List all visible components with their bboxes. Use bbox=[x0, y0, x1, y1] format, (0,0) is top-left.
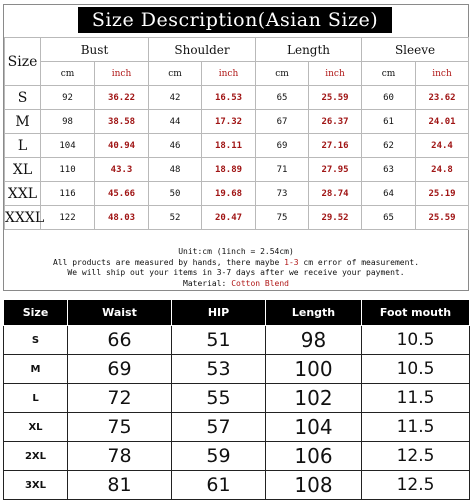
length-cell: 102 bbox=[266, 384, 362, 413]
bust-header: Bust bbox=[41, 38, 149, 62]
length-inch-cell: 29.52 bbox=[309, 206, 362, 230]
foot-mouth-cell: 12.5 bbox=[362, 442, 470, 471]
unit-inch: inch bbox=[95, 62, 149, 86]
sleeve-header: Sleeve bbox=[362, 38, 469, 62]
foot-mouth-cell: 11.5 bbox=[362, 384, 470, 413]
sleeve-inch-cell: 25.59 bbox=[416, 206, 469, 230]
shoulder-inch-cell: 18.89 bbox=[202, 158, 256, 182]
shoulder-inch-cell: 17.32 bbox=[202, 110, 256, 134]
foot-mouth-cell: 11.5 bbox=[362, 413, 470, 442]
waist-cell: 78 bbox=[68, 442, 172, 471]
waist-cell: 72 bbox=[68, 384, 172, 413]
table-row bbox=[4, 384, 470, 413]
hip-cell: 59 bbox=[172, 442, 266, 471]
hip-cell: 57 bbox=[172, 413, 266, 442]
measurement-notes bbox=[4, 247, 468, 289]
shoulder-inch-cell: 19.68 bbox=[202, 182, 256, 206]
length-cm-cell: 75 bbox=[256, 206, 309, 230]
table-row bbox=[4, 442, 470, 471]
size-header: Size bbox=[4, 300, 68, 326]
length-inch-cell: 26.37 bbox=[309, 110, 362, 134]
pants-size-chart bbox=[3, 299, 469, 500]
length-cm-cell: 71 bbox=[256, 158, 309, 182]
size-cell: 2XL bbox=[4, 442, 68, 471]
sleeve-cm-cell: 63 bbox=[362, 158, 416, 182]
length-inch-cell: 28.74 bbox=[309, 182, 362, 206]
sleeve-cm-cell: 64 bbox=[362, 182, 416, 206]
length-inch-cell: 27.16 bbox=[309, 134, 362, 158]
shoulder-inch-cell: 20.47 bbox=[202, 206, 256, 230]
bust-cm-cell: 92 bbox=[41, 86, 95, 110]
table-row bbox=[4, 471, 470, 500]
shoulder-cm-cell: 52 bbox=[149, 206, 202, 230]
table-row bbox=[5, 86, 469, 110]
material-note: Material: Cotton Blend bbox=[183, 278, 289, 288]
length-cm-cell: 69 bbox=[256, 134, 309, 158]
foot-mouth-cell: 12.5 bbox=[362, 471, 470, 500]
length-cell: 106 bbox=[266, 442, 362, 471]
sleeve-cm-cell: 62 bbox=[362, 134, 416, 158]
sleeve-inch-cell: 24.01 bbox=[416, 110, 469, 134]
size-label: M bbox=[5, 110, 41, 134]
size-label: XL bbox=[5, 158, 41, 182]
hip-cell: 51 bbox=[172, 326, 266, 355]
bust-inch-cell: 48.03 bbox=[95, 206, 149, 230]
shoulder-cm-cell: 42 bbox=[149, 86, 202, 110]
length-cm-cell: 65 bbox=[256, 86, 309, 110]
shoulder-cm-cell: 50 bbox=[149, 182, 202, 206]
hip-cell: 53 bbox=[172, 355, 266, 384]
sleeve-inch-cell: 24.8 bbox=[416, 158, 469, 182]
length-cm-cell: 73 bbox=[256, 182, 309, 206]
table-row bbox=[5, 206, 469, 230]
pants-size-table bbox=[3, 299, 470, 500]
bust-inch-cell: 45.66 bbox=[95, 182, 149, 206]
unit-note: Unit:cm (1inch = 2.54cm) bbox=[178, 247, 294, 256]
size-cell: L bbox=[4, 384, 68, 413]
sleeve-cm-cell: 61 bbox=[362, 110, 416, 134]
shoulder-inch-cell: 18.11 bbox=[202, 134, 256, 158]
length-cell: 100 bbox=[266, 355, 362, 384]
size-cell: 3XL bbox=[4, 471, 68, 500]
sleeve-inch-cell: 24.4 bbox=[416, 134, 469, 158]
table-row bbox=[5, 134, 469, 158]
size-cell: M bbox=[4, 355, 68, 384]
size-table bbox=[4, 37, 469, 230]
shoulder-header: Shoulder bbox=[149, 38, 256, 62]
shoulder-cm-cell: 46 bbox=[149, 134, 202, 158]
waist-header: Waist bbox=[68, 300, 172, 326]
unit-inch: inch bbox=[309, 62, 362, 86]
foot-mouth-cell: 10.5 bbox=[362, 355, 470, 384]
bust-inch-cell: 36.22 bbox=[95, 86, 149, 110]
size-label: S bbox=[5, 86, 41, 110]
size-label: L bbox=[5, 134, 41, 158]
table-row bbox=[5, 182, 469, 206]
length-inch-cell: 25.59 bbox=[309, 86, 362, 110]
size-label: XXL bbox=[5, 182, 41, 206]
bust-inch-cell: 38.58 bbox=[95, 110, 149, 134]
unit-cm: cm bbox=[149, 62, 202, 86]
length-cm-cell: 67 bbox=[256, 110, 309, 134]
hip-cell: 55 bbox=[172, 384, 266, 413]
bust-inch-cell: 40.94 bbox=[95, 134, 149, 158]
length-cell: 98 bbox=[266, 326, 362, 355]
unit-cm: cm bbox=[362, 62, 416, 86]
shipping-note: We will ship out your items in 3-7 days after we receive your payment. bbox=[67, 268, 405, 277]
hip-header: HIP bbox=[172, 300, 266, 326]
sleeve-cm-cell: 65 bbox=[362, 206, 416, 230]
shoulder-cm-cell: 44 bbox=[149, 110, 202, 134]
table-row bbox=[5, 110, 469, 134]
length-cell: 104 bbox=[266, 413, 362, 442]
unit-cm: cm bbox=[41, 62, 95, 86]
length-header: Length bbox=[256, 38, 362, 62]
foot-mouth-cell: 10.5 bbox=[362, 326, 470, 355]
size-cell: XL bbox=[4, 413, 68, 442]
bust-cm-cell: 122 bbox=[41, 206, 95, 230]
size-description-chart bbox=[3, 4, 469, 291]
bust-cm-cell: 104 bbox=[41, 134, 95, 158]
length-inch-cell: 27.95 bbox=[309, 158, 362, 182]
bust-cm-cell: 98 bbox=[41, 110, 95, 134]
size-label: XXXL bbox=[5, 206, 41, 230]
unit-cm: cm bbox=[256, 62, 309, 86]
material-value: Cotton Blend bbox=[231, 278, 289, 288]
unit-inch: inch bbox=[416, 62, 469, 86]
waist-cell: 69 bbox=[68, 355, 172, 384]
size-column-header: Size bbox=[5, 38, 41, 86]
table-row bbox=[4, 413, 470, 442]
chart-title: Size Description(Asian Size) bbox=[78, 7, 392, 33]
hip-cell: 61 bbox=[172, 471, 266, 500]
bust-cm-cell: 110 bbox=[41, 158, 95, 182]
sleeve-cm-cell: 60 bbox=[362, 86, 416, 110]
error-range: 1-3 bbox=[284, 257, 299, 267]
length-header: Length bbox=[266, 300, 362, 326]
waist-cell: 81 bbox=[68, 471, 172, 500]
shoulder-cm-cell: 48 bbox=[149, 158, 202, 182]
foot-mouth-header: Foot mouth bbox=[362, 300, 470, 326]
bust-inch-cell: 43.3 bbox=[95, 158, 149, 182]
sleeve-inch-cell: 23.62 bbox=[416, 86, 469, 110]
measure-note: All products are measured by hands, there maybe 1-3 cm error of measurement. bbox=[52, 257, 420, 267]
shoulder-inch-cell: 16.53 bbox=[202, 86, 256, 110]
table-row bbox=[5, 158, 469, 182]
table-row bbox=[4, 355, 470, 384]
unit-inch: inch bbox=[202, 62, 256, 86]
waist-cell: 75 bbox=[68, 413, 172, 442]
sleeve-inch-cell: 25.19 bbox=[416, 182, 469, 206]
table-row bbox=[4, 326, 470, 355]
waist-cell: 66 bbox=[68, 326, 172, 355]
bust-cm-cell: 116 bbox=[41, 182, 95, 206]
length-cell: 108 bbox=[266, 471, 362, 500]
size-cell: S bbox=[4, 326, 68, 355]
